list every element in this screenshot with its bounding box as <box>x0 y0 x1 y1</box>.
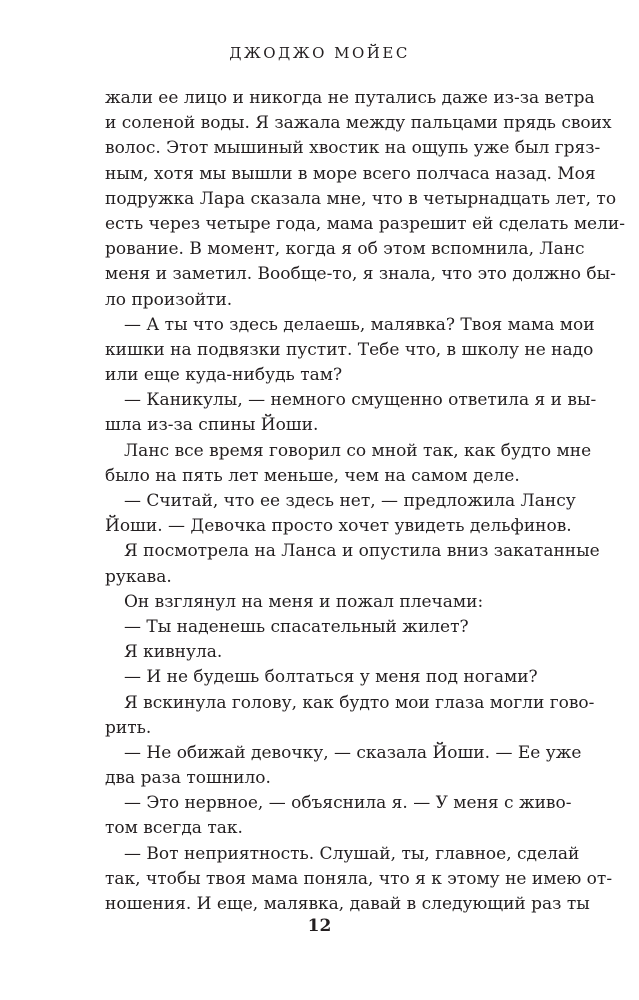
text-line: и соленой воды. Я зажала между пальцами прядь своих <box>105 113 612 134</box>
text-line: — Ты наденешь спасательный жилет? <box>124 616 469 637</box>
text-line: два раза тошнило. <box>105 768 271 789</box>
text-line: Я посмотрела на Ланса и опустила вниз закатанные <box>124 541 600 562</box>
text-line: — И не будешь болтаться у меня под ногами? <box>124 667 538 688</box>
text-line: Йоши. — Девочка просто хочет увидеть дельфинов. <box>105 516 572 537</box>
text-line: — Вот неприятность. Слушай, ты, главное, сделай <box>124 843 580 864</box>
text-line: ло произойти. <box>105 289 233 310</box>
text-line: — А ты что здесь делаешь, малявка? Твоя мама мои <box>124 314 595 335</box>
text-line: Ланс все время говорил со мной так, как будто мне <box>124 440 592 461</box>
text-line: было на пять лет меньше, чем на самом деле. <box>105 465 520 486</box>
text-line: волос. Этот мышиный хвостик на ощупь уже был гряз- <box>105 138 601 159</box>
text-line: — Это нервное, — объяснила я. — У меня с живо- <box>124 793 572 814</box>
text-line: шла из-за спины Йоши. <box>105 415 319 436</box>
text-line: ным, хотя мы вышли в море всего полчаса назад. Моя <box>105 163 596 184</box>
text-line: Он взглянул на меня и пожал плечами: <box>124 591 484 612</box>
text-line: рить. <box>105 717 152 738</box>
text-line: меня и заметил. Вообще-то, я знала, что это должно бы- <box>105 264 616 285</box>
running-header: ДЖОДЖО МОЙЕС <box>229 44 410 62</box>
text-line: Я кивнула. <box>124 642 223 663</box>
text-line: подружка Лара сказала мне, что в четырнадцать лет, то <box>105 188 617 209</box>
text-line: кишки на подвязки пустит. Тебе что, в школу не надо <box>105 339 594 360</box>
text-line: или еще куда-нибудь там? <box>105 365 343 386</box>
text-line: так, чтобы твоя мама поняла, что я к этому не имею от- <box>105 868 613 889</box>
text-line: рование. В момент, когда я об этом вспомнила, Ланс <box>105 239 585 260</box>
text-line: жали ее лицо и никогда не путались даже из-за ветра <box>105 88 595 108</box>
text-line: том всегда так. <box>105 818 243 839</box>
page-number: 12 <box>307 916 332 936</box>
text-line: Я вскинула голову, как будто мои глаза могли гово- <box>124 692 595 713</box>
body-text <box>105 86 625 917</box>
text-line: — Считай, что ее здесь нет, — предложила Лансу <box>124 491 576 511</box>
text-line: ношения. И еще, малявка, давай в следующий раз ты <box>105 894 590 914</box>
text-line: — Каникулы, — немного смущенно ответила я и вы- <box>124 390 597 411</box>
text-line: — Не обижай девочку, — сказала Йоши. — Ее уже <box>124 742 582 763</box>
text-line: рукава. <box>105 566 172 587</box>
text-line: есть через четыре года, мама разрешит ей сделать мели- <box>105 213 625 234</box>
